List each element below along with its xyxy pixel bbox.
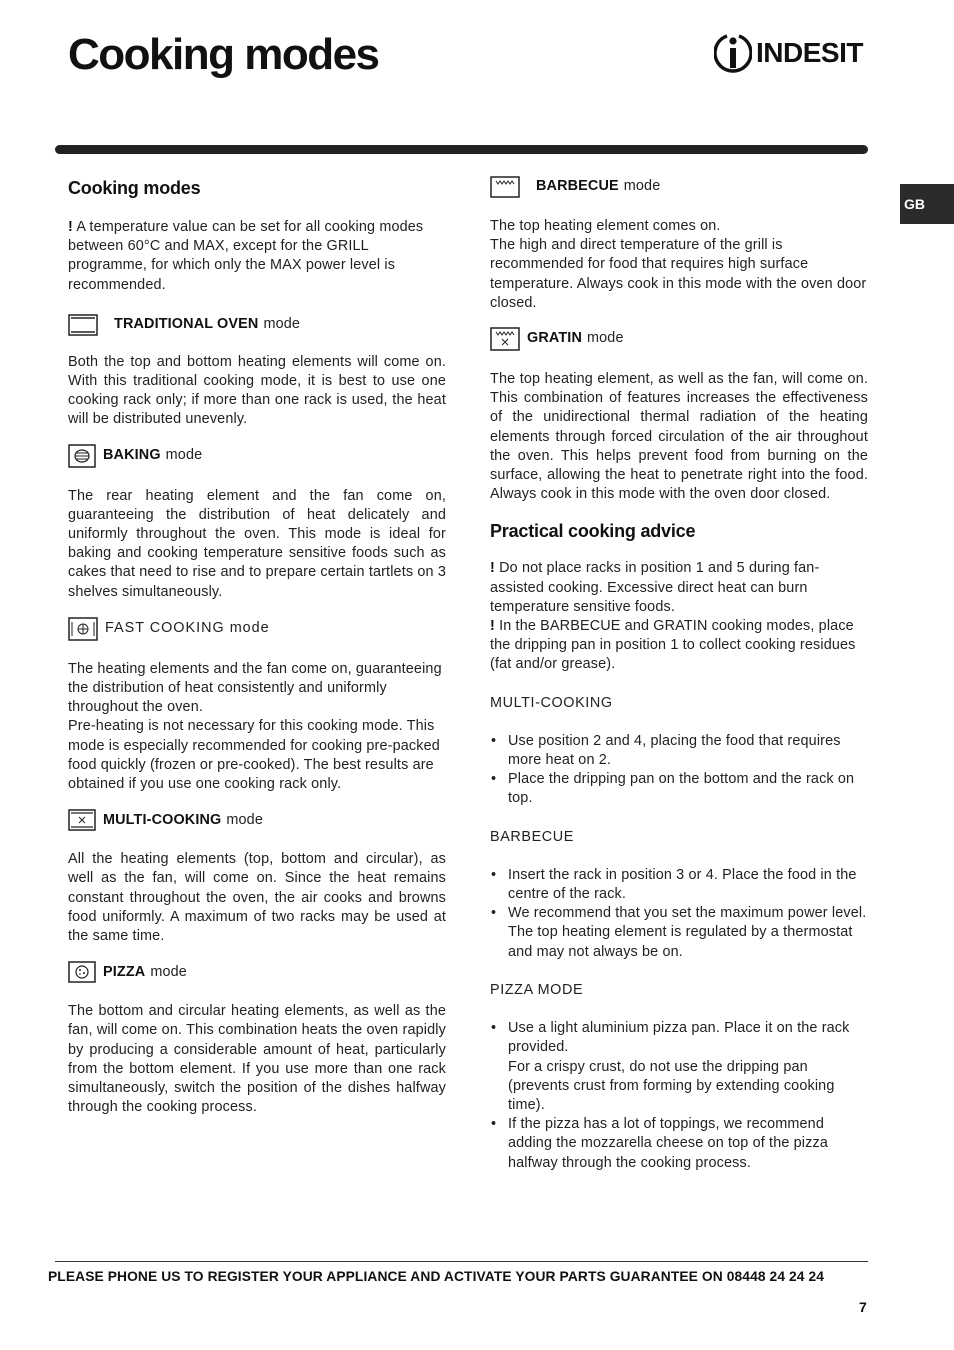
right-column: [490, 176, 868, 1173]
mode-description-fast-cooking: The heating elements and the fan come on, guaranteeing the distribution of heat consistently and uniformly throughout the oven. Pre-heating is not necessary for this cooking mode. This mode is especially recommended for cooking pre-packed food quickly (frozen or pre-cooked). The best results are obtained if you use one cooking rack only.: [68, 660, 442, 793]
list-item: • Place the dripping pan on the bottom and the rack on top.: [490, 770, 868, 808]
brand-logo: [714, 32, 863, 74]
mode-heading-pizza: [68, 961, 446, 983]
gratin-icon: [490, 327, 520, 351]
left-column: [68, 178, 446, 1118]
list-item: • We recommend that you set the maximum power level. The top heating element is regulated by a thermostat and may not always be on.: [490, 904, 868, 962]
indesit-logo-icon: [714, 32, 752, 74]
advice-subheading-pizza: PIZZA MODE: [490, 981, 584, 998]
mode-heading-traditional-oven: [68, 314, 446, 336]
mode-description-multi-cooking: All the heating elements (top, bottom and circular), as well as the fan, will come on. Since the heat remains constant throughout the oven, the air cooks and browns food uniformly. A maximum of two racks may be used at the same time.: [68, 851, 446, 945]
mode-heading-fast-cooking: [68, 617, 446, 641]
section-heading-cooking-modes: Cooking modes: [68, 178, 201, 198]
language-tab: GB: [900, 184, 954, 224]
footer-note: PLEASE PHONE US TO REGISTER YOUR APPLIANCE AND ACTIVATE YOUR PARTS GUARANTEE ON 08448 24 24 24: [48, 1269, 825, 1284]
mode-name: BAKING: [103, 447, 161, 464]
mode-heading-baking: [68, 444, 446, 468]
mode-heading-multi-cooking: [68, 809, 446, 831]
mode-suffix: mode: [229, 620, 270, 637]
mode-name: MULTI-COOKING: [103, 811, 222, 828]
list-item: • Use position 2 and 4, placing the food that requires more heat on 2.: [490, 732, 868, 770]
page-number: 7: [859, 1299, 867, 1315]
warning-paragraph: ! In the BARBECUE and GRATIN cooking modes, place the dripping pan in position 1 to collect cooking residues (fat and/or grease).: [490, 618, 856, 673]
mode-suffix: mode: [150, 963, 187, 980]
mode-description-gratin: The top heating element, as well as the fan, will come on. This combination of features increases the effectiveness of the unidirectional thermal radiation of the heating elements through forced circulation of the air throughout the oven. This helps prevent food from burning on the surface, allowing the heat to penetrate right into the food. Always cook in this mode with the oven door closed.: [490, 371, 868, 503]
list-item: • Insert the rack in position 3 or 4. Place the food in the centre of the rack.: [490, 866, 868, 904]
mode-heading-barbecue: [490, 176, 868, 198]
mode-suffix: mode: [165, 447, 203, 464]
mode-name: TRADITIONAL OVEN: [114, 316, 259, 333]
pizza-icon: [68, 961, 96, 983]
fast-cooking-icon: [68, 617, 98, 641]
mode-description-baking: The rear heating element and the fan come on, guaranteeing the distribution of heat delicately and uniformly throughout the oven. This mode is ideal for baking and cooking temperature sensitive foods such as cakes that need to rise and to prepare certain tartlets on 3 shelves simultaneously.: [68, 487, 446, 600]
advice-subheading-multi-cooking: MULTI-COOKING: [490, 694, 613, 711]
mode-description-barbecue: The top heating element comes on. The high and direct temperature of the grill is recommended for food that requires high surface temperature. Always cook in this mode with the oven door closed.: [490, 218, 867, 311]
list-item: • If the pizza has a lot of toppings, we recommend adding the mozzarella cheese on top of the pizza halfway through the cooking process.: [490, 1115, 868, 1173]
advice-list-barbecue: [490, 866, 868, 962]
mode-name: FAST COOKING: [105, 620, 225, 637]
warning-paragraph: ! Do not place racks in position 1 and 5 during fan-assisted cooking. Excessive direct heat can burn temperature sensitive foods.: [490, 560, 820, 615]
traditional-oven-icon: [68, 314, 98, 336]
top-divider: [55, 145, 868, 154]
mode-suffix: mode: [623, 178, 661, 195]
bottom-divider: [55, 1261, 868, 1262]
mode-suffix: mode: [226, 811, 263, 828]
mode-name: GRATIN: [527, 330, 582, 347]
section-heading-practical-advice: Practical cooking advice: [490, 521, 696, 542]
mode-suffix: mode: [263, 316, 301, 333]
advice-list-pizza: [490, 1019, 868, 1173]
baking-icon: [68, 444, 96, 468]
mode-description-traditional-oven: Both the top and bottom heating elements will come on. With this traditional cooking mode, it is best to use one cooking rack only; if more than one rack is used, the heat will be distributed unevenly.: [68, 353, 446, 428]
multi-cooking-icon: [68, 809, 96, 831]
mode-description-pizza: The bottom and circular heating elements, as well as the fan, will come on. This combination heats the oven rapidly by producing a considerable amount of heat, particularly from the bottom element. If you use more than one rack simultaneously, switch the position of the dishes halfway through the cooking process.: [68, 1003, 446, 1116]
intro-paragraph: ! A temperature value can be set for all cooking modes between 60°C and MAX, except for the GRILL programme, for which only the MAX power level is recommended.: [68, 219, 424, 293]
page-title: Cooking modes: [68, 30, 379, 79]
barbecue-icon: [490, 176, 520, 198]
list-item: • Use a light aluminium pizza pan. Place it on the rack provided. For a crispy crust, do not use the dripping pan (prevents crust from forming by extending cooking time).: [490, 1019, 868, 1115]
mode-name: PIZZA: [103, 963, 146, 980]
brand-name: INDESIT: [756, 37, 863, 68]
advice-list-multi-cooking: [490, 732, 868, 809]
advice-subheading-barbecue: BARBECUE: [490, 828, 574, 845]
mode-suffix: mode: [587, 330, 624, 347]
mode-heading-gratin: [490, 327, 868, 351]
mode-name: BARBECUE: [536, 178, 619, 195]
